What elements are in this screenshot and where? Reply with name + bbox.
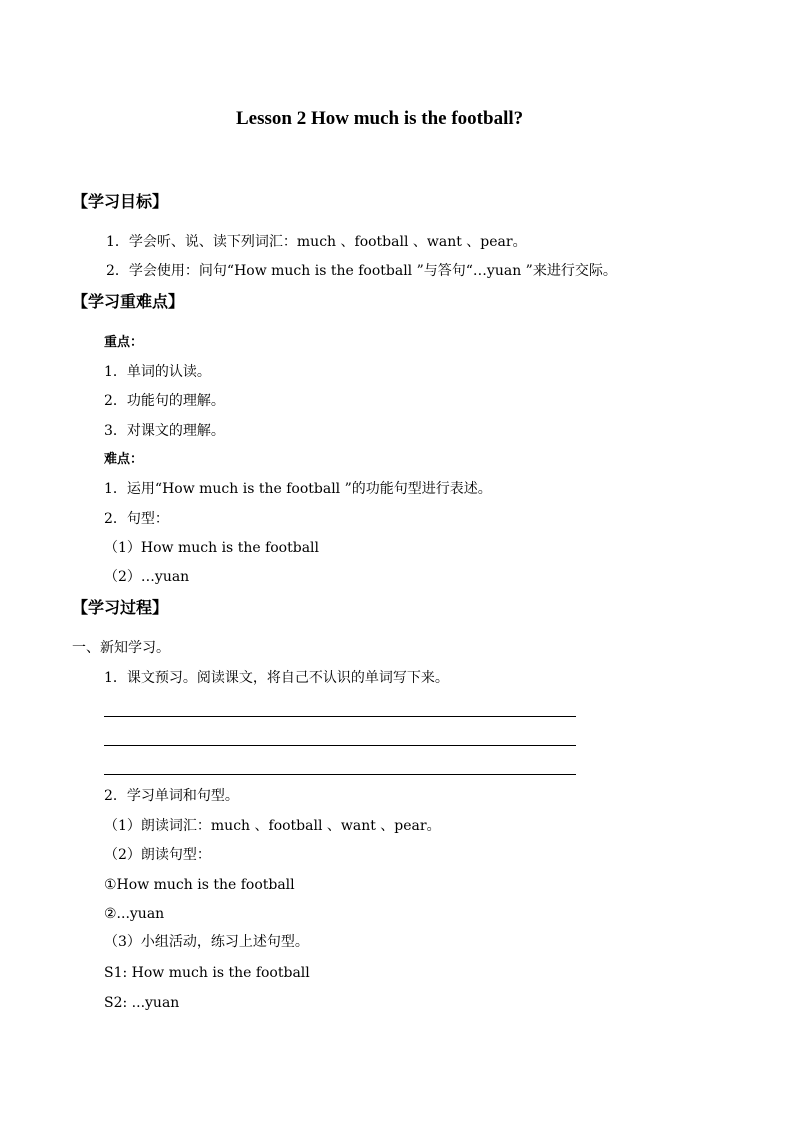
pattern-1: ①How much is the football bbox=[104, 877, 295, 893]
step-2-1: （1）朗读词汇：much 、football 、want 、pear。 bbox=[104, 818, 441, 834]
key-point-1: 1．单词的认读。 bbox=[104, 364, 211, 380]
difficult-points-label: 难点： bbox=[104, 452, 144, 467]
objective-2: 2．学会使用：问句“How much is the football ”与答句“…yuan ”来进行交际。 bbox=[106, 263, 617, 279]
key-points-label: 重点： bbox=[104, 335, 144, 350]
dialog-s1: S1: How much is the football bbox=[104, 965, 310, 981]
difficult-pattern-1: （1）How much is the football bbox=[104, 540, 319, 556]
step-2-3: （3）小组活动，练习上述句型。 bbox=[104, 934, 309, 950]
writing-line-1 bbox=[104, 716, 576, 717]
writing-line-3 bbox=[104, 774, 576, 775]
difficult-point-1: 1．运用“How much is the football ”的功能句型进行表述。 bbox=[104, 481, 492, 497]
step-1: 1．课文预习。阅读课文，将自己不认识的单词写下来。 bbox=[104, 670, 449, 686]
new-learning-heading: 一、新知学习。 bbox=[72, 640, 170, 656]
objectives-heading: 【学习目标】 bbox=[72, 192, 169, 211]
process-heading: 【学习过程】 bbox=[72, 598, 169, 617]
step-2-2: （2）朗读句型： bbox=[104, 847, 211, 863]
key-point-3: 3．对课文的理解。 bbox=[104, 423, 225, 439]
objective-1: 1．学会听、说、读下列词汇：much 、football 、want 、pear。 bbox=[106, 234, 527, 250]
writing-line-2 bbox=[104, 745, 576, 746]
step-2: 2．学习单词和句型。 bbox=[104, 788, 239, 804]
dialog-s2: S2: ...yuan bbox=[104, 995, 180, 1011]
lesson-title: Lesson 2 How much is the football? bbox=[236, 108, 524, 129]
difficult-point-2: 2．句型： bbox=[104, 511, 169, 527]
key-point-2: 2．功能句的理解。 bbox=[104, 393, 225, 409]
difficult-pattern-2: （2）…yuan bbox=[104, 569, 190, 585]
focus-heading: 【学习重难点】 bbox=[72, 292, 185, 311]
pattern-2: ②...yuan bbox=[104, 906, 165, 922]
